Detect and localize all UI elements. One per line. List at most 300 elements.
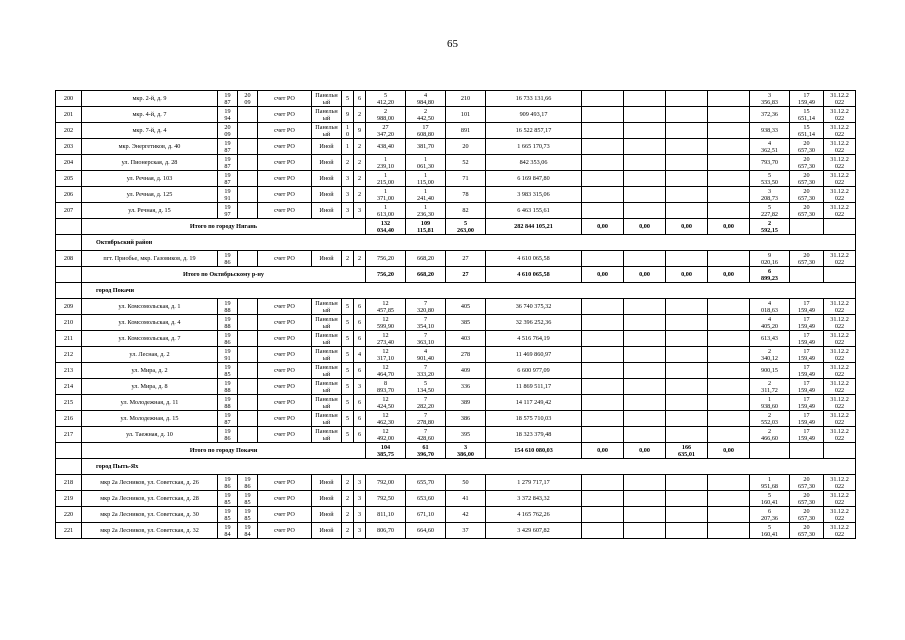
table-cell [666,91,708,107]
table-cell: Иной [312,187,342,203]
table-cell: 52 [446,155,486,171]
table-cell: 19 86 [238,475,258,491]
table-cell: 31.12.2 022 [824,123,856,139]
table-cell: мкр 2а Лесников, ул. Советская, д. 26 [82,475,218,491]
table-cell: 0,00 [624,267,666,283]
table-cell: 12 424,50 [366,395,406,411]
table-cell [624,315,666,331]
table-cell [582,155,624,171]
table-cell: 19 85 [218,491,238,507]
table-cell: 0,00 [582,219,624,235]
table-cell [624,251,666,267]
table-cell [624,475,666,491]
table-cell: 842 353,06 [486,155,582,171]
table-cell: 6 [354,331,366,347]
table-cell: Панельн ый [312,363,342,379]
table-cell: 386 [446,411,486,427]
table-cell: 132 034,40 [366,219,406,235]
table-cell: мкр. 7-й, д. 4 [82,123,218,139]
table-cell: 219 [56,491,82,507]
section-row [56,459,856,475]
table-cell: 3 386,00 [446,443,486,459]
table-cell: 205 [56,171,82,187]
table-cell: 3 [354,507,366,523]
table-cell: 19 88 [218,395,238,411]
table-cell: 1 279 717,17 [486,475,582,491]
table-cell: 19 91 [218,187,238,203]
table-cell: 104 385,75 [366,443,406,459]
table-cell [666,347,708,363]
table-cell: 31.12.2 022 [824,427,856,443]
table-cell: 19 87 [218,139,238,155]
table-cell: 31.12.2 022 [824,379,856,395]
table-cell [666,363,708,379]
table-cell [708,315,750,331]
table-cell [790,267,824,283]
table-cell: 31.12.2 022 [824,363,856,379]
table-cell [582,411,624,427]
table-cell: 2 442,50 [406,107,446,123]
table-cell: 5 [342,427,354,443]
table-cell: 5 227,82 [750,203,790,219]
table-cell: 811,10 [366,507,406,523]
table-cell: 207 [56,203,82,219]
table-cell: 6 [354,315,366,331]
table-cell: 12 599,90 [366,315,406,331]
table-cell: 5 412,20 [366,91,406,107]
table-cell: 3 [354,475,366,491]
table-cell: 19 85 [238,491,258,507]
table-cell: счет РО [258,155,312,171]
table-cell: 1 613,00 [366,203,406,219]
table-cell: 61 396,70 [406,443,446,459]
total-row [56,267,856,283]
table-cell: 208 [56,251,82,267]
table-row [56,203,856,219]
table-cell: 19 85 [218,507,238,523]
table-cell: 2 552,03 [750,411,790,427]
table-cell: 1 236,30 [406,203,446,219]
table-cell [708,91,750,107]
table-cell: счет РО [258,91,312,107]
table-row [56,331,856,347]
table-cell: 613,43 [750,331,790,347]
table-cell: Панельн ый [312,91,342,107]
table-cell [582,507,624,523]
table-cell [624,523,666,539]
table-cell [582,299,624,315]
table-cell: счет РО [258,379,312,395]
table-cell: 210 [446,91,486,107]
table-cell: 20 657,30 [790,203,824,219]
table-cell: 31.12.2 022 [824,91,856,107]
table-cell: 900,15 [750,363,790,379]
table-cell: 1 115,00 [406,171,446,187]
table-cell [56,219,82,235]
table-cell: 2 [354,171,366,187]
table-cell [708,107,750,123]
table-cell: 0,00 [666,267,708,283]
table-cell [666,395,708,411]
table-cell: 3 429 607,82 [486,523,582,539]
table-cell: 19 84 [238,523,258,539]
table-cell: 19 86 [218,427,238,443]
table-cell: 18 323 379,48 [486,427,582,443]
total-row [56,443,856,459]
table-cell: 2 [342,491,354,507]
table-cell: 792,00 [366,475,406,491]
table-cell: 438,40 [366,139,406,155]
table-cell: 6 [354,363,366,379]
table-cell: 215 [56,395,82,411]
table-row [56,507,856,523]
table-row [56,91,856,107]
table-cell: 793,70 [750,155,790,171]
table-cell: 282 844 105,21 [486,219,582,235]
table-cell: ул. Комсомольская, д. 7 [82,331,218,347]
table-cell: счет РО [258,491,312,507]
table-cell [582,107,624,123]
table-cell: 4 984,80 [406,91,446,107]
table-cell [666,507,708,523]
table-cell: ул. Комсомольская, д. 1 [82,299,218,315]
table-cell: 891 [446,123,486,139]
table-cell: счет РО [258,347,312,363]
table-cell: 3 [354,523,366,539]
table-row [56,315,856,331]
table-cell: 0,00 [582,267,624,283]
table-cell: 9 [354,123,366,139]
table-cell: счет РО [258,251,312,267]
table-cell: 4 901,40 [406,347,446,363]
table-cell: 217 [56,427,82,443]
table-cell: Иной [312,203,342,219]
table-cell: 6 207,36 [750,507,790,523]
table-cell: 1 239,10 [366,155,406,171]
table-cell [582,203,624,219]
table-cell: Иной [312,475,342,491]
table-cell: 20 657,30 [790,523,824,539]
table-cell: 0,00 [624,219,666,235]
table-cell [582,123,624,139]
table-cell: 20 657,30 [790,251,824,267]
table-cell [666,203,708,219]
table-cell [708,299,750,315]
table-cell: 5 [342,315,354,331]
table-cell: 19 87 [218,91,238,107]
table-cell: 9 [342,107,354,123]
table-cell: Иной [312,491,342,507]
table-cell: Панельн ый [312,427,342,443]
table-cell [56,283,82,299]
table-cell: 389 [446,395,486,411]
table-cell: 15 651,14 [790,107,824,123]
table-cell: 6 [354,395,366,411]
table-cell: 7 354,10 [406,315,446,331]
table-cell: 4 362,51 [750,139,790,155]
table-cell [582,475,624,491]
total-row [56,219,856,235]
table-cell [582,187,624,203]
table-cell: 71 [446,171,486,187]
table-cell: 8 893,70 [366,379,406,395]
table-cell: 7 428,60 [406,427,446,443]
table-cell: 1 938,60 [750,395,790,411]
table-cell [582,395,624,411]
table-cell [238,427,258,443]
table-cell: 19 86 [218,475,238,491]
table-cell: 1 665 170,73 [486,139,582,155]
table-cell: 31.12.2 022 [824,475,856,491]
table-cell: 3 [354,203,366,219]
table-cell [824,267,856,283]
table-cell: 20 657,30 [790,491,824,507]
table-cell: Иной [312,171,342,187]
table-cell: 7 363,10 [406,331,446,347]
table-cell: 6 899,23 [750,267,790,283]
table-row [56,379,856,395]
table-row [56,523,856,539]
table-cell: 5 533,50 [750,171,790,187]
table-cell: ул. Речная, д. 15 [82,203,218,219]
table-cell: 0,00 [708,443,750,459]
table-cell: 15 651,14 [790,123,824,139]
table-cell: 12 464,70 [366,363,406,379]
table-cell [582,251,624,267]
table-cell: 16 522 857,17 [486,123,582,139]
table-cell [582,91,624,107]
table-cell [56,443,82,459]
table-cell: 201 [56,107,82,123]
table-cell: 2 [354,107,366,123]
table-cell: ул. Мира, д. 2 [82,363,218,379]
table-cell: 6 600 977,09 [486,363,582,379]
table-cell: счет РО [258,411,312,427]
table-cell: 336 [446,379,486,395]
table-cell: 3 983 315,06 [486,187,582,203]
table-cell: Панельн ый [312,411,342,427]
table-cell: 20 657,30 [790,187,824,203]
table-cell: 7 282,20 [406,395,446,411]
table-cell: 2 466,60 [750,427,790,443]
table-cell: 17 159,49 [790,379,824,395]
table-cell [238,155,258,171]
table-cell [666,411,708,427]
table-cell: 3 [354,491,366,507]
table-cell: 200 [56,91,82,107]
table-cell [666,187,708,203]
table-cell: 5 160,41 [750,523,790,539]
table-cell: 278 [446,347,486,363]
table-cell: 1 371,00 [366,187,406,203]
table-cell: 1 061,30 [406,155,446,171]
table-cell: 5 [342,363,354,379]
table-cell: счет РО [258,331,312,347]
table-cell: 7 278,80 [406,411,446,427]
table-cell: 19 86 [218,251,238,267]
table-cell: 1 241,40 [406,187,446,203]
table-cell: 109 115,81 [406,219,446,235]
table-cell [666,379,708,395]
table-cell: счет РО [258,315,312,331]
table-cell [666,491,708,507]
table-cell: ул. Молодежная, д. 11 [82,395,218,411]
table-cell: 20 657,30 [790,475,824,491]
table-cell [666,299,708,315]
table-cell [708,139,750,155]
table-row [56,363,856,379]
table-cell: 27 347,20 [366,123,406,139]
table-row [56,155,856,171]
table-cell: счет РО [258,363,312,379]
table-cell [666,155,708,171]
table-cell: 19 88 [218,379,238,395]
table-cell [666,107,708,123]
table-cell: счет РО [258,139,312,155]
table-cell: мкр 2а Лесников, ул. Советская, д. 32 [82,523,218,539]
table-cell [708,155,750,171]
table-cell: 1 951,68 [750,475,790,491]
table-cell: 31.12.2 022 [824,251,856,267]
table-cell [624,299,666,315]
table-cell: мкр 2а Лесников, ул. Советская, д. 30 [82,507,218,523]
table-cell: 664,60 [406,523,446,539]
table-cell [238,347,258,363]
table-cell: мкр 2а Лесников, ул. Советская, д. 28 [82,491,218,507]
table-cell: 19 91 [218,347,238,363]
table-cell: ул. Лесная, д. 2 [82,347,218,363]
table-cell: Панельн ый [312,123,342,139]
table-cell [708,379,750,395]
table-cell [708,171,750,187]
table-cell [238,187,258,203]
table-cell: 19 88 [218,315,238,331]
table-cell [624,171,666,187]
table-row [56,427,856,443]
table-cell: 14 117 249,42 [486,395,582,411]
table-cell [790,443,824,459]
table-cell: 0,00 [708,267,750,283]
table-cell: 6 [354,299,366,315]
table-cell: ул. Молодежная, д. 15 [82,411,218,427]
table-cell [708,395,750,411]
table-cell: счет РО [258,123,312,139]
table-cell: 668,20 [406,267,446,283]
table-row [56,171,856,187]
table-cell: Панельн ый [312,315,342,331]
table-cell: 5 [342,379,354,395]
table-cell: 36 740 375,32 [486,299,582,315]
table-cell: 403 [446,331,486,347]
table-cell [238,299,258,315]
table-cell: ул. Таежная, д. 10 [82,427,218,443]
table-cell: 31.12.2 022 [824,411,856,427]
table-cell: 4 165 762,26 [486,507,582,523]
table-cell: 405 [446,299,486,315]
table-cell: 7 320,80 [406,299,446,315]
table-cell [624,347,666,363]
table-cell: счет РО [258,299,312,315]
table-cell [238,139,258,155]
table-cell: счет РО [258,395,312,411]
table-row [56,411,856,427]
table-cell: 655,70 [406,475,446,491]
table-cell: 17 159,49 [790,427,824,443]
table-cell: 37 [446,523,486,539]
table-cell: 409 [446,363,486,379]
table-cell: 31.12.2 022 [824,331,856,347]
table-cell: 19 86 [218,331,238,347]
table-cell: 211 [56,331,82,347]
table-cell: 17 159,49 [790,411,824,427]
table-cell: мкр. Энергетиков, д. 40 [82,139,218,155]
table-cell: 1 215,00 [366,171,406,187]
table-cell: 19 85 [238,507,258,523]
table-cell: 1 [342,139,354,155]
section-row [56,235,856,251]
table-cell: 3 [342,203,354,219]
table-cell: 31.12.2 022 [824,523,856,539]
table-cell: мкр. 4-й, д. 7 [82,107,218,123]
table-row [56,187,856,203]
table-cell: Панельн ый [312,107,342,123]
table-cell [238,171,258,187]
table-cell: Иной [312,523,342,539]
table-cell: 18 575 710,03 [486,411,582,427]
table-cell: 938,33 [750,123,790,139]
table-cell [824,219,856,235]
table-cell [624,379,666,395]
table-cell: 216 [56,411,82,427]
table-cell: 31.12.2 022 [824,139,856,155]
table-cell [582,363,624,379]
table-cell: 221 [56,523,82,539]
table-cell [582,171,624,187]
table-cell: Иной [312,139,342,155]
table-cell: 2 [354,251,366,267]
table-cell: 0,00 [582,443,624,459]
table-cell [666,475,708,491]
table-cell [790,219,824,235]
table-cell [624,91,666,107]
table-cell [56,459,82,475]
table-cell: 11 869 511,17 [486,379,582,395]
table-cell: 213 [56,363,82,379]
table-cell: 166 635,01 [666,443,708,459]
table-cell [624,491,666,507]
table-cell: 2 988,00 [366,107,406,123]
table-cell: счет РО [258,427,312,443]
table-cell [708,203,750,219]
table-cell: 2 [342,507,354,523]
table-cell: 214 [56,379,82,395]
table-cell [582,523,624,539]
table-cell [624,123,666,139]
table-cell: 12 457,85 [366,299,406,315]
table-cell [238,107,258,123]
table-cell: 6 463 155,61 [486,203,582,219]
table-cell: счет РО [258,171,312,187]
table-cell: 31.12.2 022 [824,187,856,203]
table-cell: 6 [354,427,366,443]
table-cell: 41 [446,491,486,507]
table-cell: 17 159,49 [790,347,824,363]
table-cell: 3 372 843,32 [486,491,582,507]
table-cell: ул. Мира, д. 8 [82,379,218,395]
table-cell: 3 356,83 [750,91,790,107]
table-cell: 909 493,17 [486,107,582,123]
table-row [56,475,856,491]
